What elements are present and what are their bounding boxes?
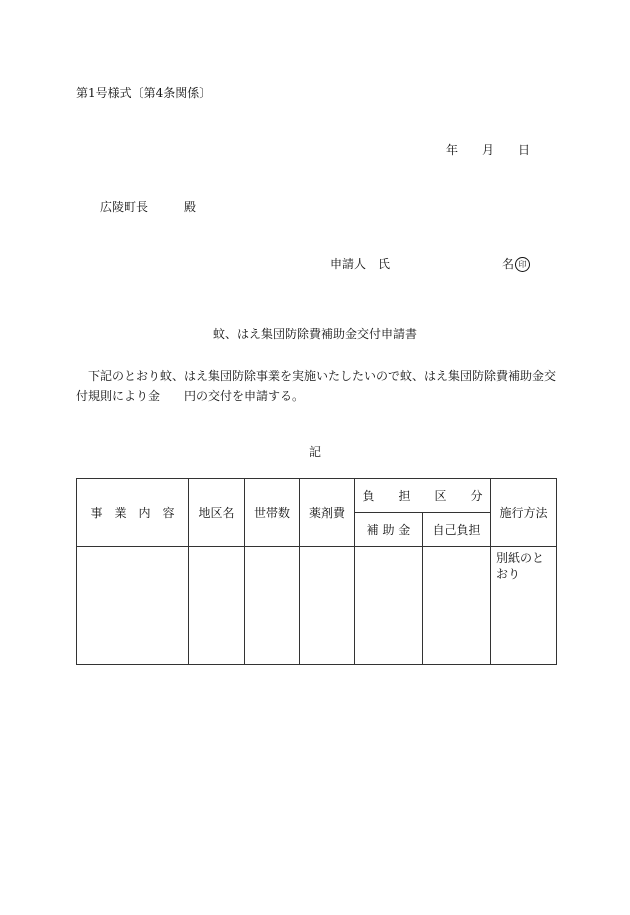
body-line-2-post: 円の交付を申請する。 (184, 389, 305, 403)
applicant-label: 申請人 氏 (330, 257, 391, 271)
date-month: 月 (482, 143, 495, 157)
body-text (76, 366, 560, 406)
header-households: 世帯数 (245, 479, 300, 547)
date-day: 日 (518, 143, 531, 157)
header-self-burden: 自己負担 (423, 513, 491, 547)
header-content: 事 業 内 容 (77, 479, 189, 547)
cell-method: 別紙のとおり (491, 547, 557, 665)
cell-content (77, 547, 189, 665)
table-row (77, 547, 557, 665)
addressee-honorific: 殿 (184, 200, 197, 214)
header-chemical-cost: 薬剤費 (300, 479, 355, 547)
ki-heading: 記 (308, 445, 321, 459)
cell-subsidy (355, 547, 423, 665)
date-line (446, 141, 530, 158)
addressee-name: 広陵町長 (100, 200, 149, 214)
applicant-line (330, 255, 530, 272)
header-method: 施行方法 (491, 479, 557, 547)
body-line-1: 下記のとおり蚊、はえ集団防除事業を実施いたしたいので蚊、はえ集団防除費補助金交 (88, 369, 557, 383)
cell-self-burden (423, 547, 491, 665)
date-year: 年 (446, 143, 459, 157)
header-burden: 負 担 区 分 (355, 479, 491, 513)
header-district: 地区名 (189, 479, 245, 547)
cell-households (245, 547, 300, 665)
seal-icon: 印 (515, 257, 530, 272)
form-number: 第1号様式〔第4条関係〕 (76, 86, 212, 100)
cell-district (189, 547, 245, 665)
document-title: 蚊、はえ集団防除費補助金交付申請書 (212, 327, 417, 341)
header-subsidy: 補 助 金 (355, 513, 423, 547)
records-table (76, 478, 557, 665)
cell-chemical-cost (300, 547, 355, 665)
addressee (100, 198, 196, 215)
body-line-2-pre: 付規則により金 (76, 389, 161, 403)
applicant-name-suffix: 名 (502, 257, 515, 271)
